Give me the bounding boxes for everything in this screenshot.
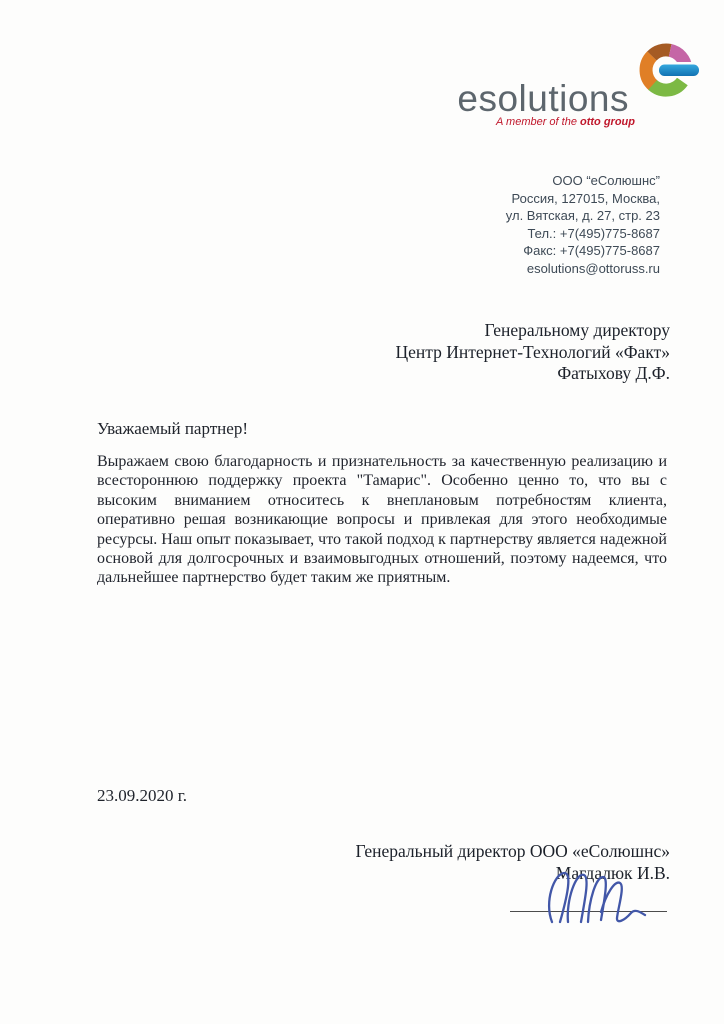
- recipient-name: Фатыхову Д.Ф.: [557, 363, 670, 383]
- company-logo: [444, 40, 704, 136]
- letter-body: Выражаем свою благодарность и признательность за качественную реализацию и всестороннюю поддержку проекта "Тамарис". Особенно ценно то, что вы с высоким вниманием относитесь к внеплановым потребностям клиента, оперативно решая возникающие вопросы и привлекая для этого необходимые ресурсы. Наш опыт показывает, что такой подход к партнерству является надежной основой для долгосрочных и взаимовыгодных отношений, поэтому надеемся, что дальнейшее партнерство будет таким же приятным.: [97, 453, 667, 587]
- tagline-bold: otto group: [580, 116, 635, 128]
- handwritten-signature: [538, 868, 670, 926]
- closing-title: Генеральный директор ООО «еСолюшнс»: [355, 841, 670, 861]
- sender-address-block: [506, 172, 660, 278]
- esolutions-e-icon: [632, 42, 702, 104]
- sender-phone: Тел.: +7(495)775-8687: [527, 225, 660, 241]
- sender-address-line2: ул. Вятская, д. 27, стр. 23: [505, 208, 660, 224]
- sender-address-line1: Россия, 127015, Москва,: [511, 190, 660, 206]
- recipient-block: [395, 320, 670, 385]
- recipient-company: Центр Интернет-Технологий «Факт»: [395, 341, 670, 362]
- recipient-title: Генеральному директору: [484, 320, 670, 340]
- esolutions-wordmark: esolutions: [457, 78, 629, 119]
- salutation: Уважаемый партнер!: [97, 419, 248, 438]
- letter-date: 23.09.2020 г.: [97, 786, 188, 805]
- sender-email: esolutions@ottoruss.ru: [526, 260, 660, 276]
- closing-name: Магдалюк И.В.: [555, 863, 670, 883]
- sender-fax: Факс: +7(495)775-8687: [523, 243, 660, 259]
- tagline-prefix: A member of the: [496, 116, 581, 128]
- sender-company: ООО “еСолюшнс”: [552, 173, 660, 188]
- otto-group-tagline: [496, 116, 635, 128]
